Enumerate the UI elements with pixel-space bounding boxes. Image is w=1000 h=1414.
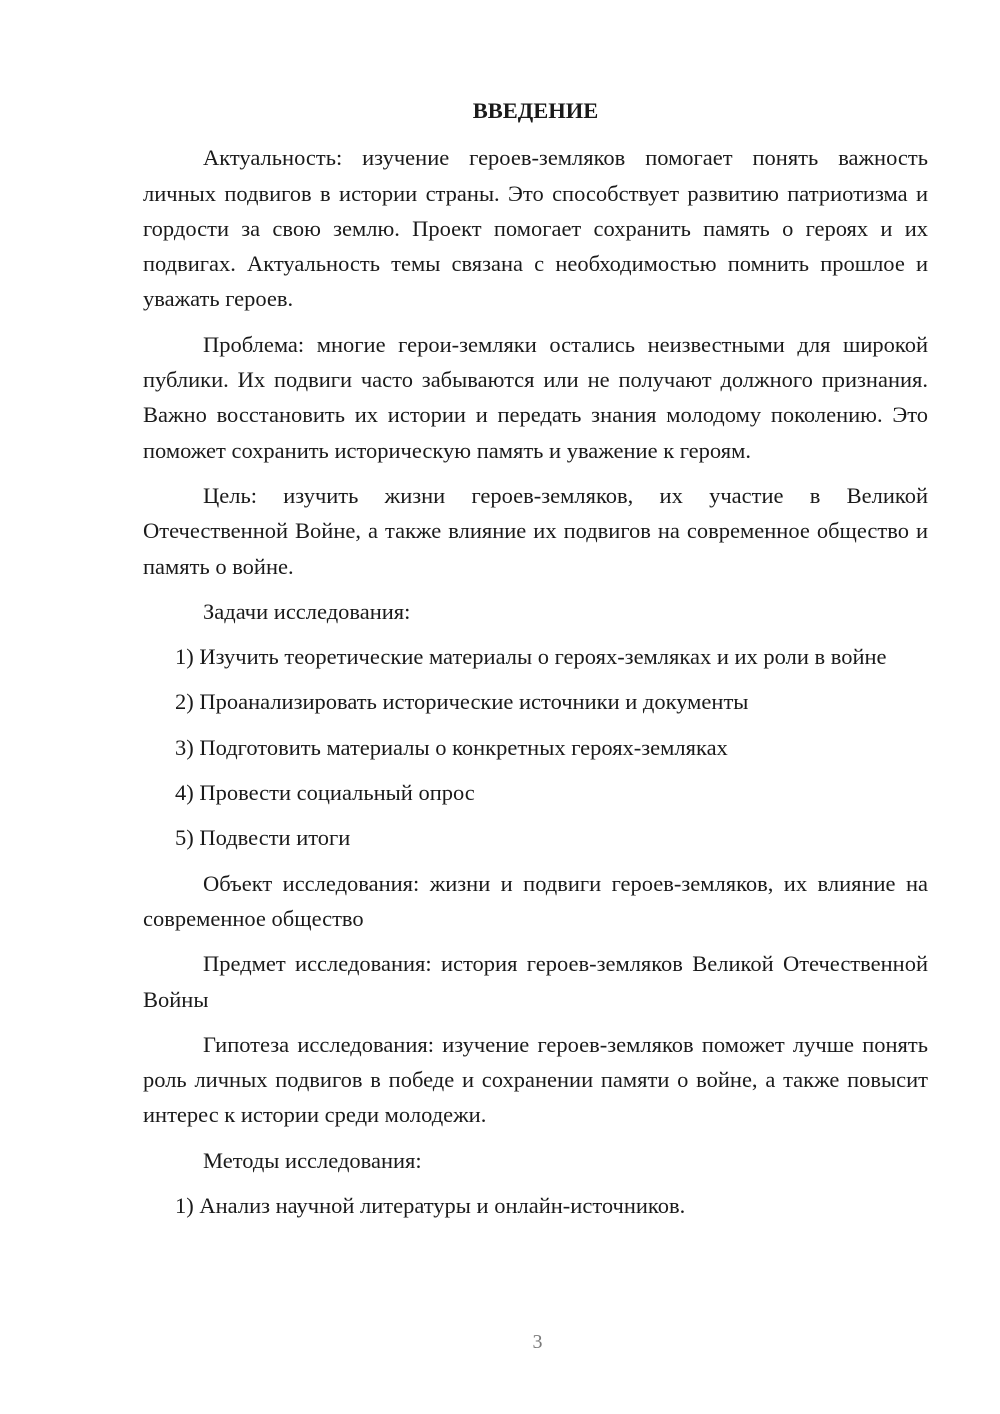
method-item-1: 1) Анализ научной литературы и онлайн-источников. [175,1193,686,1219]
relevance-paragraph: Актуальность: изучение героев-земляков помогает понять важность личных подвигов в истории страны. Это способствует развитию патриотизма и гордости за свою землю. Проект помогает сохранить память о героях и их подвигах. Актуальность темы связана с необходимостью помнить прошлое и уважать героев. [143,145,928,312]
tasks-label: Задачи исследования: [203,598,411,624]
page-content [143,93,928,1233]
goal-paragraph: Цель: изучить жизни героев-земляков, их участие в Великой Отечественной Войне, а также влияние их подвигов на современное общество и память о войне. [143,482,928,579]
problem-paragraph: Проблема: многие герои-земляки остались неизвестными для широкой публики. Их подвиги часто забываются или не получают должного признания. Важно восстановить их истории и передать знания молодому поколению. Это поможет сохранить историческую память и уважение к героям. [143,331,928,463]
task-item-3: 3) Подготовить материалы о конкретных героях-земляках [175,734,728,760]
object-paragraph: Объект исследования: жизни и подвиги героев-земляков, их влияние на современное общество [143,870,928,931]
methods-label: Методы исследования: [203,1147,422,1173]
task-item-5: 5) Подвести итоги [175,825,351,851]
task-item-4: 4) Провести социальный опрос [175,780,475,806]
task-item-1: 1) Изучить теоретические материалы о героях-земляках и их роли в войне [175,644,887,670]
task-item-2: 2) Проанализировать исторические источники и документы [175,689,749,715]
hypothesis-paragraph: Гипотеза исследования: изучение героев-земляков поможет лучше понять роль личных подвигов в победе и сохранении памяти о войне, а также повысит интерес к истории среди молодежи. [143,1031,928,1128]
page-title: ВВЕДЕНИЕ [472,98,599,123]
page-number: 3 [532,1331,543,1353]
subject-paragraph: Предмет исследования: история героев-земляков Великой Отечественной Войны [143,951,928,1012]
